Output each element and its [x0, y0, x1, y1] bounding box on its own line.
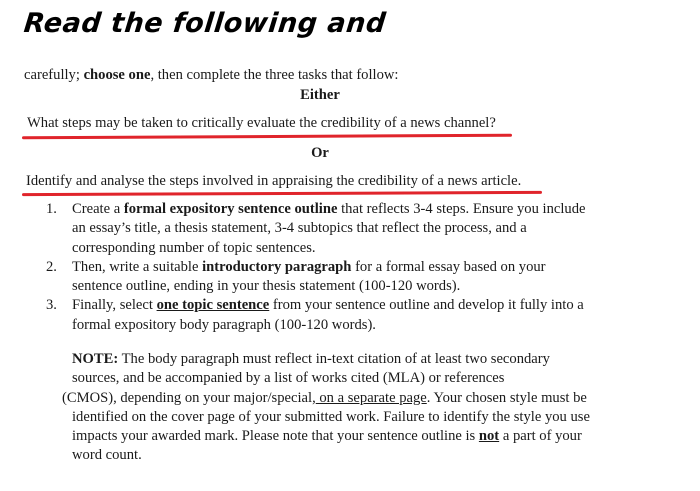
task-line — [72, 258, 626, 277]
task-text: Create a — [72, 201, 124, 217]
task-list — [46, 200, 626, 335]
note-text: impacts your awarded mark. Please note that your sentence outline is — [72, 428, 479, 445]
task-line — [72, 296, 626, 315]
note-line — [72, 350, 632, 369]
task-number: 2. — [46, 258, 57, 275]
task-number: 1. — [46, 201, 57, 217]
task-text: Then, write a suitable — [72, 258, 203, 275]
task-item — [46, 258, 626, 297]
note-text: The body paragraph must reflect in-text citation of at least two secondary — [118, 351, 550, 367]
or-label: Or — [311, 145, 329, 161]
note-text: . Your chosen style must be — [426, 389, 587, 406]
note-text: a part of your — [499, 428, 582, 445]
task-line: an essay’s title, a thesis statement, 3-4 subtopics that reflect the process, and a — [72, 220, 527, 237]
note-line: sources, and be accompanied by a list of works cited (MLA) or references — [72, 370, 505, 387]
task-item — [46, 296, 626, 335]
task-item — [46, 200, 626, 258]
note-line: identified on the cover page of your submitted work. Failure to identify the style you use — [72, 408, 590, 425]
intro-line — [24, 66, 398, 85]
task-number: 3. — [46, 297, 57, 314]
question-2: Identify and analyse the steps involved in appraising the credibility of a news article. — [26, 173, 522, 189]
task-bold: introductory paragraph — [202, 258, 352, 275]
task-text: Finally, select — [72, 297, 157, 314]
task-line: formal expository body paragraph (100-120 words). — [72, 316, 376, 333]
note-line — [72, 427, 632, 446]
task-bold: formal expository sentence outline — [123, 201, 338, 217]
question-1: What steps may be taken to critically evaluate the credibility of a news channel? — [27, 115, 496, 131]
note-bold-underlined: not — [478, 428, 500, 445]
handwritten-heading: Read the following and — [22, 8, 388, 39]
note-paragraph — [62, 350, 632, 466]
intro-text-post: , then complete the three tasks that follow: — [150, 67, 399, 83]
task-bold-underlined: one topic sentence — [156, 297, 270, 314]
task-text: that reflects 3-4 steps. Ensure you include — [337, 201, 586, 217]
note-text: (CMOS), depending on your major/special, — [62, 389, 316, 406]
note-line — [62, 389, 632, 408]
note-underlined: on a separate page — [315, 389, 427, 406]
question-2-underline — [22, 191, 542, 196]
intro-text-bold: choose one — [83, 67, 151, 83]
task-text: for a formal essay based on your — [351, 258, 546, 275]
question-1-underline — [22, 134, 512, 140]
note-label: NOTE: — [72, 351, 119, 367]
task-line — [72, 200, 626, 219]
task-text: from your sentence outline and develop it fully into a — [269, 297, 584, 314]
task-line: corresponding number of topic sentences. — [72, 239, 316, 256]
note-line: word count. — [72, 447, 142, 464]
either-label: Either — [300, 87, 340, 103]
intro-text-pre: carefully; — [24, 67, 84, 83]
task-line: sentence outline, ending in your thesis statement (100-120 words). — [72, 278, 461, 295]
